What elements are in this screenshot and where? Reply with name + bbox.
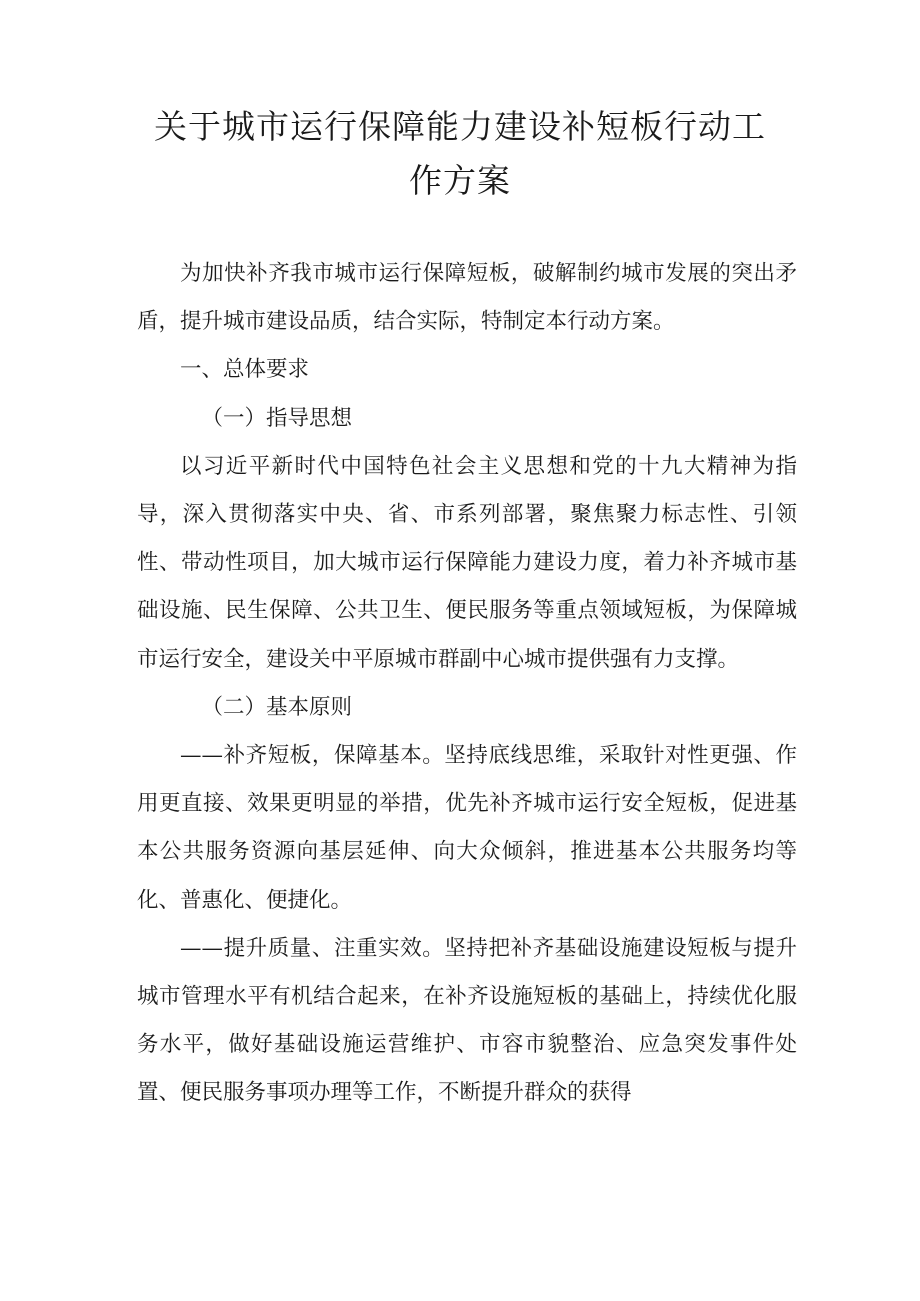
document-title-line-1: 关于城市运行保障能力建设补短板行动工 xyxy=(154,107,766,146)
section-heading-general-requirements: 一、总体要求 xyxy=(180,357,310,383)
intro-paragraph: 为加快补齐我市城市运行保障短板，破解制约城市发展的突出矛盾，提升城市建设品质，结合实际，特制定本行动方案。 xyxy=(137,261,797,335)
subsection-heading-basic-principles: （二）基本原则 xyxy=(201,694,353,720)
guiding-ideology-paragraph: 以习近平新时代中国特色社会主义思想和党的十九大精神为指导，深入贯彻落实中央、省、市系列部署，聚焦聚力标志性、引领性、带动性项目，加大城市运行保障能力建设力度，着力补齐城市基础设施、民生保障、公共卫生、便民服务等重点领域短板，为保障城市运行安全，建设关中平原城市群副中心城市提供强有力支撑。 xyxy=(137,453,797,672)
subsection-heading-guiding-ideology: （一）指导思想 xyxy=(201,405,353,431)
principle-paragraph-2: ——提升质量、注重实效。坚持把补齐基础设施建设短板与提升城市管理水平有机结合起来，在补齐设施短板的基础上，持续优化服务水平，做好基础设施运营维护、市容市貌整治、应急突发事件处置、便民服务事项办理等工作，不断提升群众的获得 xyxy=(137,935,797,1106)
document-title xyxy=(130,100,790,208)
principle-paragraph-1: ——补齐短板，保障基本。坚持底线思维，采取针对性更强、作用更直接、效果更明显的举措，优先补齐城市运行安全短板，促进基本公共服务资源向基层延伸、向大众倾斜，推进基本公共服务均等化、普惠化、便捷化。 xyxy=(137,743,797,913)
document-body xyxy=(137,250,797,1118)
document-title-line-2: 作方案 xyxy=(409,161,511,200)
